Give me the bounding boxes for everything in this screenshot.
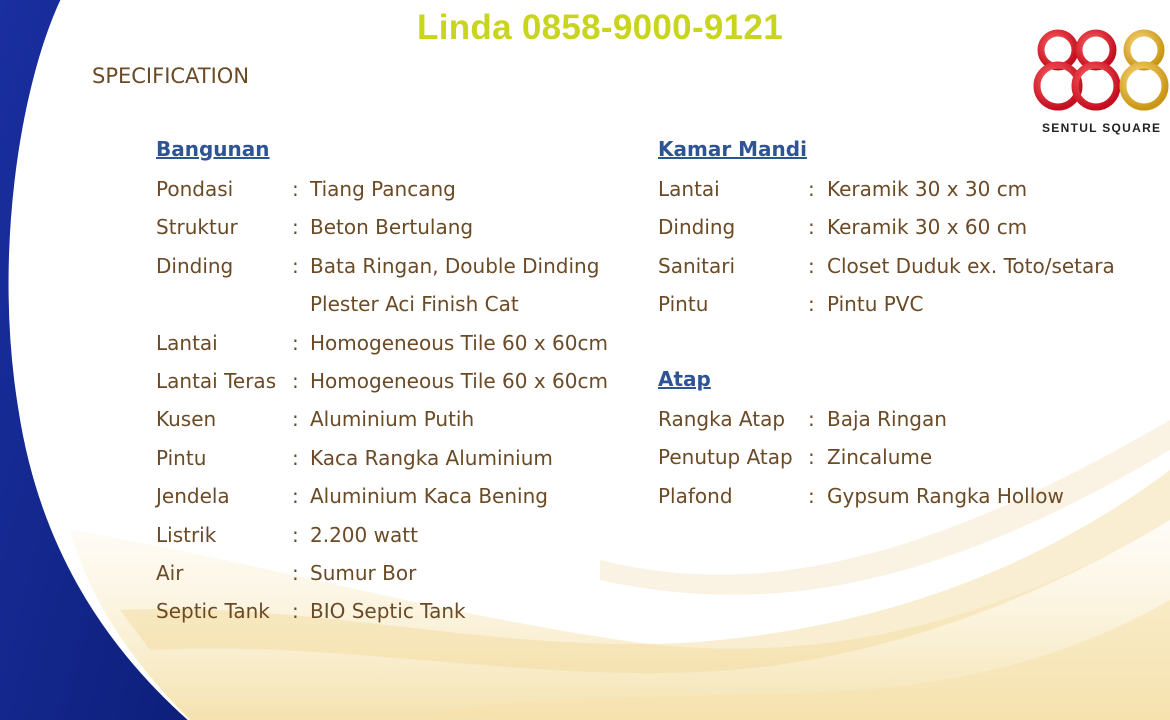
spec-label: Septic Tank xyxy=(156,599,270,624)
bangunan-heading: Bangunan xyxy=(156,137,270,161)
spec-value: Baja Ringan xyxy=(827,406,947,431)
logo-subtitle: SENTUL SQUARE xyxy=(1042,121,1162,135)
page-title: SPECIFICATION xyxy=(92,64,250,88)
spec-label: Lantai Teras xyxy=(156,368,277,393)
spec-value: BIO Septic Tank xyxy=(310,599,466,624)
contact-phone: Linda 0858-9000-9121 xyxy=(417,8,783,47)
colon: : xyxy=(808,483,815,508)
spec-row xyxy=(156,516,418,554)
spec-label: Kusen xyxy=(156,407,217,432)
spec-row xyxy=(156,362,608,400)
spec-value: Kaca Rangka Aluminium xyxy=(310,445,553,470)
spec-value: Bata Ringan, Double Dinding xyxy=(310,253,600,278)
colon: : xyxy=(808,253,815,278)
spec-value: Keramik 30 x 30 cm xyxy=(827,177,1028,201)
colon: : xyxy=(292,599,299,624)
spec-label: Dinding xyxy=(658,215,736,240)
colon: : xyxy=(808,406,815,431)
colon: : xyxy=(292,177,299,201)
colon: : xyxy=(808,292,815,317)
colon: : xyxy=(292,445,299,470)
section-spacer xyxy=(658,324,807,362)
spec-value: Tiang Pancang xyxy=(310,177,456,201)
spec-label: Dinding xyxy=(156,253,234,278)
spec-label: Listrik xyxy=(156,522,217,547)
spec-row xyxy=(658,400,947,438)
colon: : xyxy=(292,253,299,278)
spec-label: Plafond xyxy=(658,483,733,508)
spec-value: Aluminium Kaca Bening xyxy=(310,484,548,509)
spec-label: Air xyxy=(156,560,184,585)
colon: : xyxy=(292,522,299,547)
spec-row xyxy=(156,170,456,208)
spec-value: Zincalume xyxy=(827,445,933,470)
spec-label: Struktur xyxy=(156,215,238,240)
colon: : xyxy=(292,330,299,355)
spec-label: Lantai xyxy=(156,330,218,355)
colon: : xyxy=(292,560,299,585)
colon: : xyxy=(292,215,299,240)
spec-row xyxy=(156,247,600,285)
spec-label: Pondasi xyxy=(156,177,234,201)
spec-value: Aluminium Putih xyxy=(310,407,475,432)
spec-label: Pintu xyxy=(658,292,709,317)
spec-value: Gypsum Rangka Hollow xyxy=(827,483,1064,508)
spec-row xyxy=(658,477,1064,515)
colon: : xyxy=(808,215,815,240)
spec-label: Pintu xyxy=(156,445,207,470)
spec-row xyxy=(658,247,1115,285)
spec-row xyxy=(658,170,1028,208)
spec-value: Homogeneous Tile 60 x 60cm xyxy=(310,330,608,355)
spec-value: Keramik 30 x 60 cm xyxy=(827,215,1028,240)
spec-row xyxy=(156,208,474,246)
spec-row xyxy=(156,592,466,630)
spec-value: Homogeneous Tile 60 x 60cm xyxy=(310,368,608,393)
spec-label: Lantai xyxy=(658,177,720,201)
spec-row xyxy=(658,285,924,323)
spec-value: Beton Bertulang xyxy=(310,215,474,240)
kamar-mandi-section xyxy=(658,132,1115,515)
spec-label: Jendela xyxy=(156,484,230,509)
atap-heading: Atap xyxy=(658,366,711,391)
kamar-mandi-heading: Kamar Mandi xyxy=(658,137,807,161)
spec-value: Closet Duduk ex. Toto/setara xyxy=(827,253,1115,278)
spec-row xyxy=(156,439,553,477)
spec-row xyxy=(658,208,1028,246)
colon: : xyxy=(292,484,299,509)
spec-label: Sanitari xyxy=(658,253,736,278)
colon: : xyxy=(292,368,299,393)
spec-row xyxy=(156,400,475,438)
colon: : xyxy=(808,445,815,470)
bangunan-section xyxy=(156,132,608,631)
colon: : xyxy=(292,407,299,432)
spec-value: Sumur Bor xyxy=(310,560,417,585)
spec-row-continuation xyxy=(156,285,519,323)
spec-row xyxy=(156,324,608,362)
spec-row xyxy=(156,477,548,515)
spec-row xyxy=(658,438,933,476)
spec-label: Rangka Atap xyxy=(658,406,786,431)
spec-row xyxy=(156,554,417,592)
spec-value: Plester Aci Finish Cat xyxy=(310,292,519,317)
spec-value: Pintu PVC xyxy=(827,292,924,317)
spec-label: Penutup Atap xyxy=(658,445,793,470)
colon: : xyxy=(808,177,815,201)
spec-value: 2.200 watt xyxy=(310,522,418,547)
